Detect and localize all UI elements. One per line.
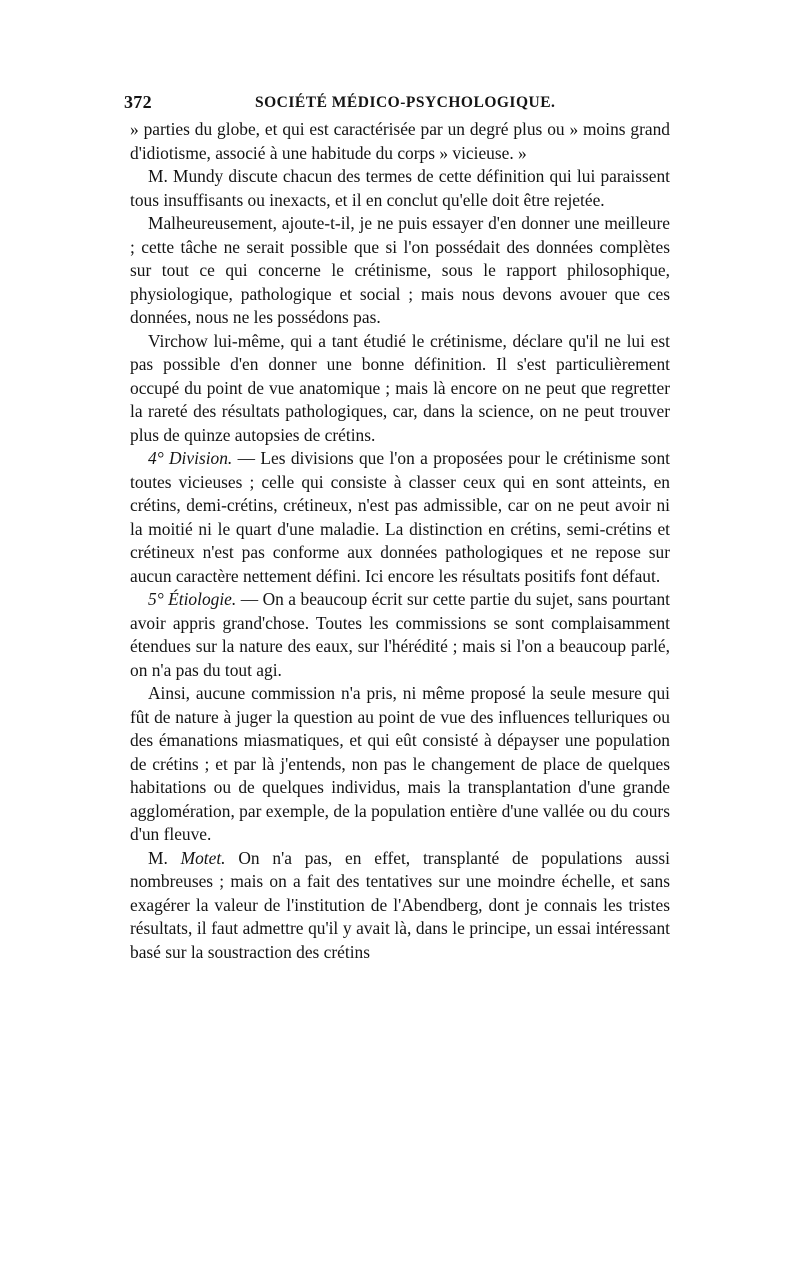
paragraph-text: Malheureusement, ajoute-t-il, je ne puis essayer d'en donner une meilleure ; cette tâche ne serait possible que si l'on possédait des données complètes sur tout ce qui concerne le crétinisme, sous le rapport philosophique, physiologique, pathologique et social ; mais nous devons avouer que ces données, nous ne les possédons pas. [130, 213, 670, 327]
paragraph-text: — Les divisions que l'on a proposées pour le crétinisme sont toutes vicieuses ; celle qui consiste à classer ceux qui en sont atteints, en crétins, demi-crétins, crétineux, n'est pas admissible, car on ne peut avoir ni la moitié ni le quart d'une maladie. La distinction en crétins, semi-crétins et crétineux n'est pas conforme aux données pathologiques et ne repose sur aucun caractère nettement défini. Ici encore les résultats positifs font défaut. [130, 448, 670, 586]
paragraph-mundy-discussion [130, 165, 670, 212]
paragraph-virchow [130, 330, 670, 448]
book-page [124, 88, 670, 964]
section-heading-division: 4° Division. [148, 448, 233, 468]
paragraph-text: M. Mundy discute chacun des termes de cette définition qui lui paraissent tous insuffisants ou inexacts, et il en conclut qu'elle doit être rejetée. [130, 166, 670, 210]
paragraph-ainsi [130, 682, 670, 847]
running-head: SOCIÉTÉ MÉDICO-PSYCHOLOGIQUE. [255, 94, 556, 111]
paragraph-malheureusement [130, 212, 670, 330]
paragraph-text: Virchow lui-même, qui a tant étudié le crétinisme, déclare qu'il ne lui est pas possible d'en donner une bonne définition. Il s'est particulièrement occupé du point de vue anatomique ; mais là encore on ne peut que regretter la rareté des résultats pathologiques, car, dans la science, on ne peut trouver plus de quinze autopsies de crétins. [130, 330, 670, 445]
paragraph-division [130, 447, 670, 588]
page-header [124, 88, 670, 118]
paragraph-etiologie [130, 588, 670, 682]
paragraph-quote-ending [130, 118, 670, 165]
speaker-prefix: M. [148, 847, 181, 868]
paragraph-text: Ainsi, aucune commission n'a pris, ni même proposé la seule mesure qui fût de nature à juger la question au point de vue des influences telluriques ou des émanations miasmatiques, et qui eût consisté à dépayser une population de crétins ; et par là j'entends, non pas le changement de place de quelques habitations ou de quelques individus, mais la transplantation d'une grande agglomération, par exemple, de la population entière d'une vallée ou du cours d'un fleuve. [130, 683, 670, 844]
section-heading-etiologie: 5° Étiologie. [148, 589, 237, 609]
paragraph-motet [130, 847, 670, 965]
paragraph-text: On n'a pas, en effet, transplanté de populations aussi nombreuses ; mais on a fait des tentatives sur une moindre échelle, et sans exagérer la valeur de l'institution de l'Abendberg, dont je connais les tristes résultats, il faut admettre qu'il y avait là, dans le principe, un essai intéressant basé sur la soustraction des crétins [130, 847, 670, 962]
paragraph-text: — On a beaucoup écrit sur cette partie du sujet, sans pourtant avoir appris grand'chose. Toutes les commissions se sont complaisamment étendues sur la nature des eaux, sur l'hérédité ; mais si l'on a beaucoup parlé, on n'a pas du tout agi. [130, 589, 670, 680]
speaker-name-motet: Motet. [180, 847, 226, 868]
page-number: 372 [124, 92, 152, 112]
body-text [130, 118, 670, 964]
paragraph-text: » parties du globe, et qui est caractérisée par un degré plus ou » moins grand d'idiotisme, associé à une habitude du corps » vicieuse. » [130, 119, 670, 163]
